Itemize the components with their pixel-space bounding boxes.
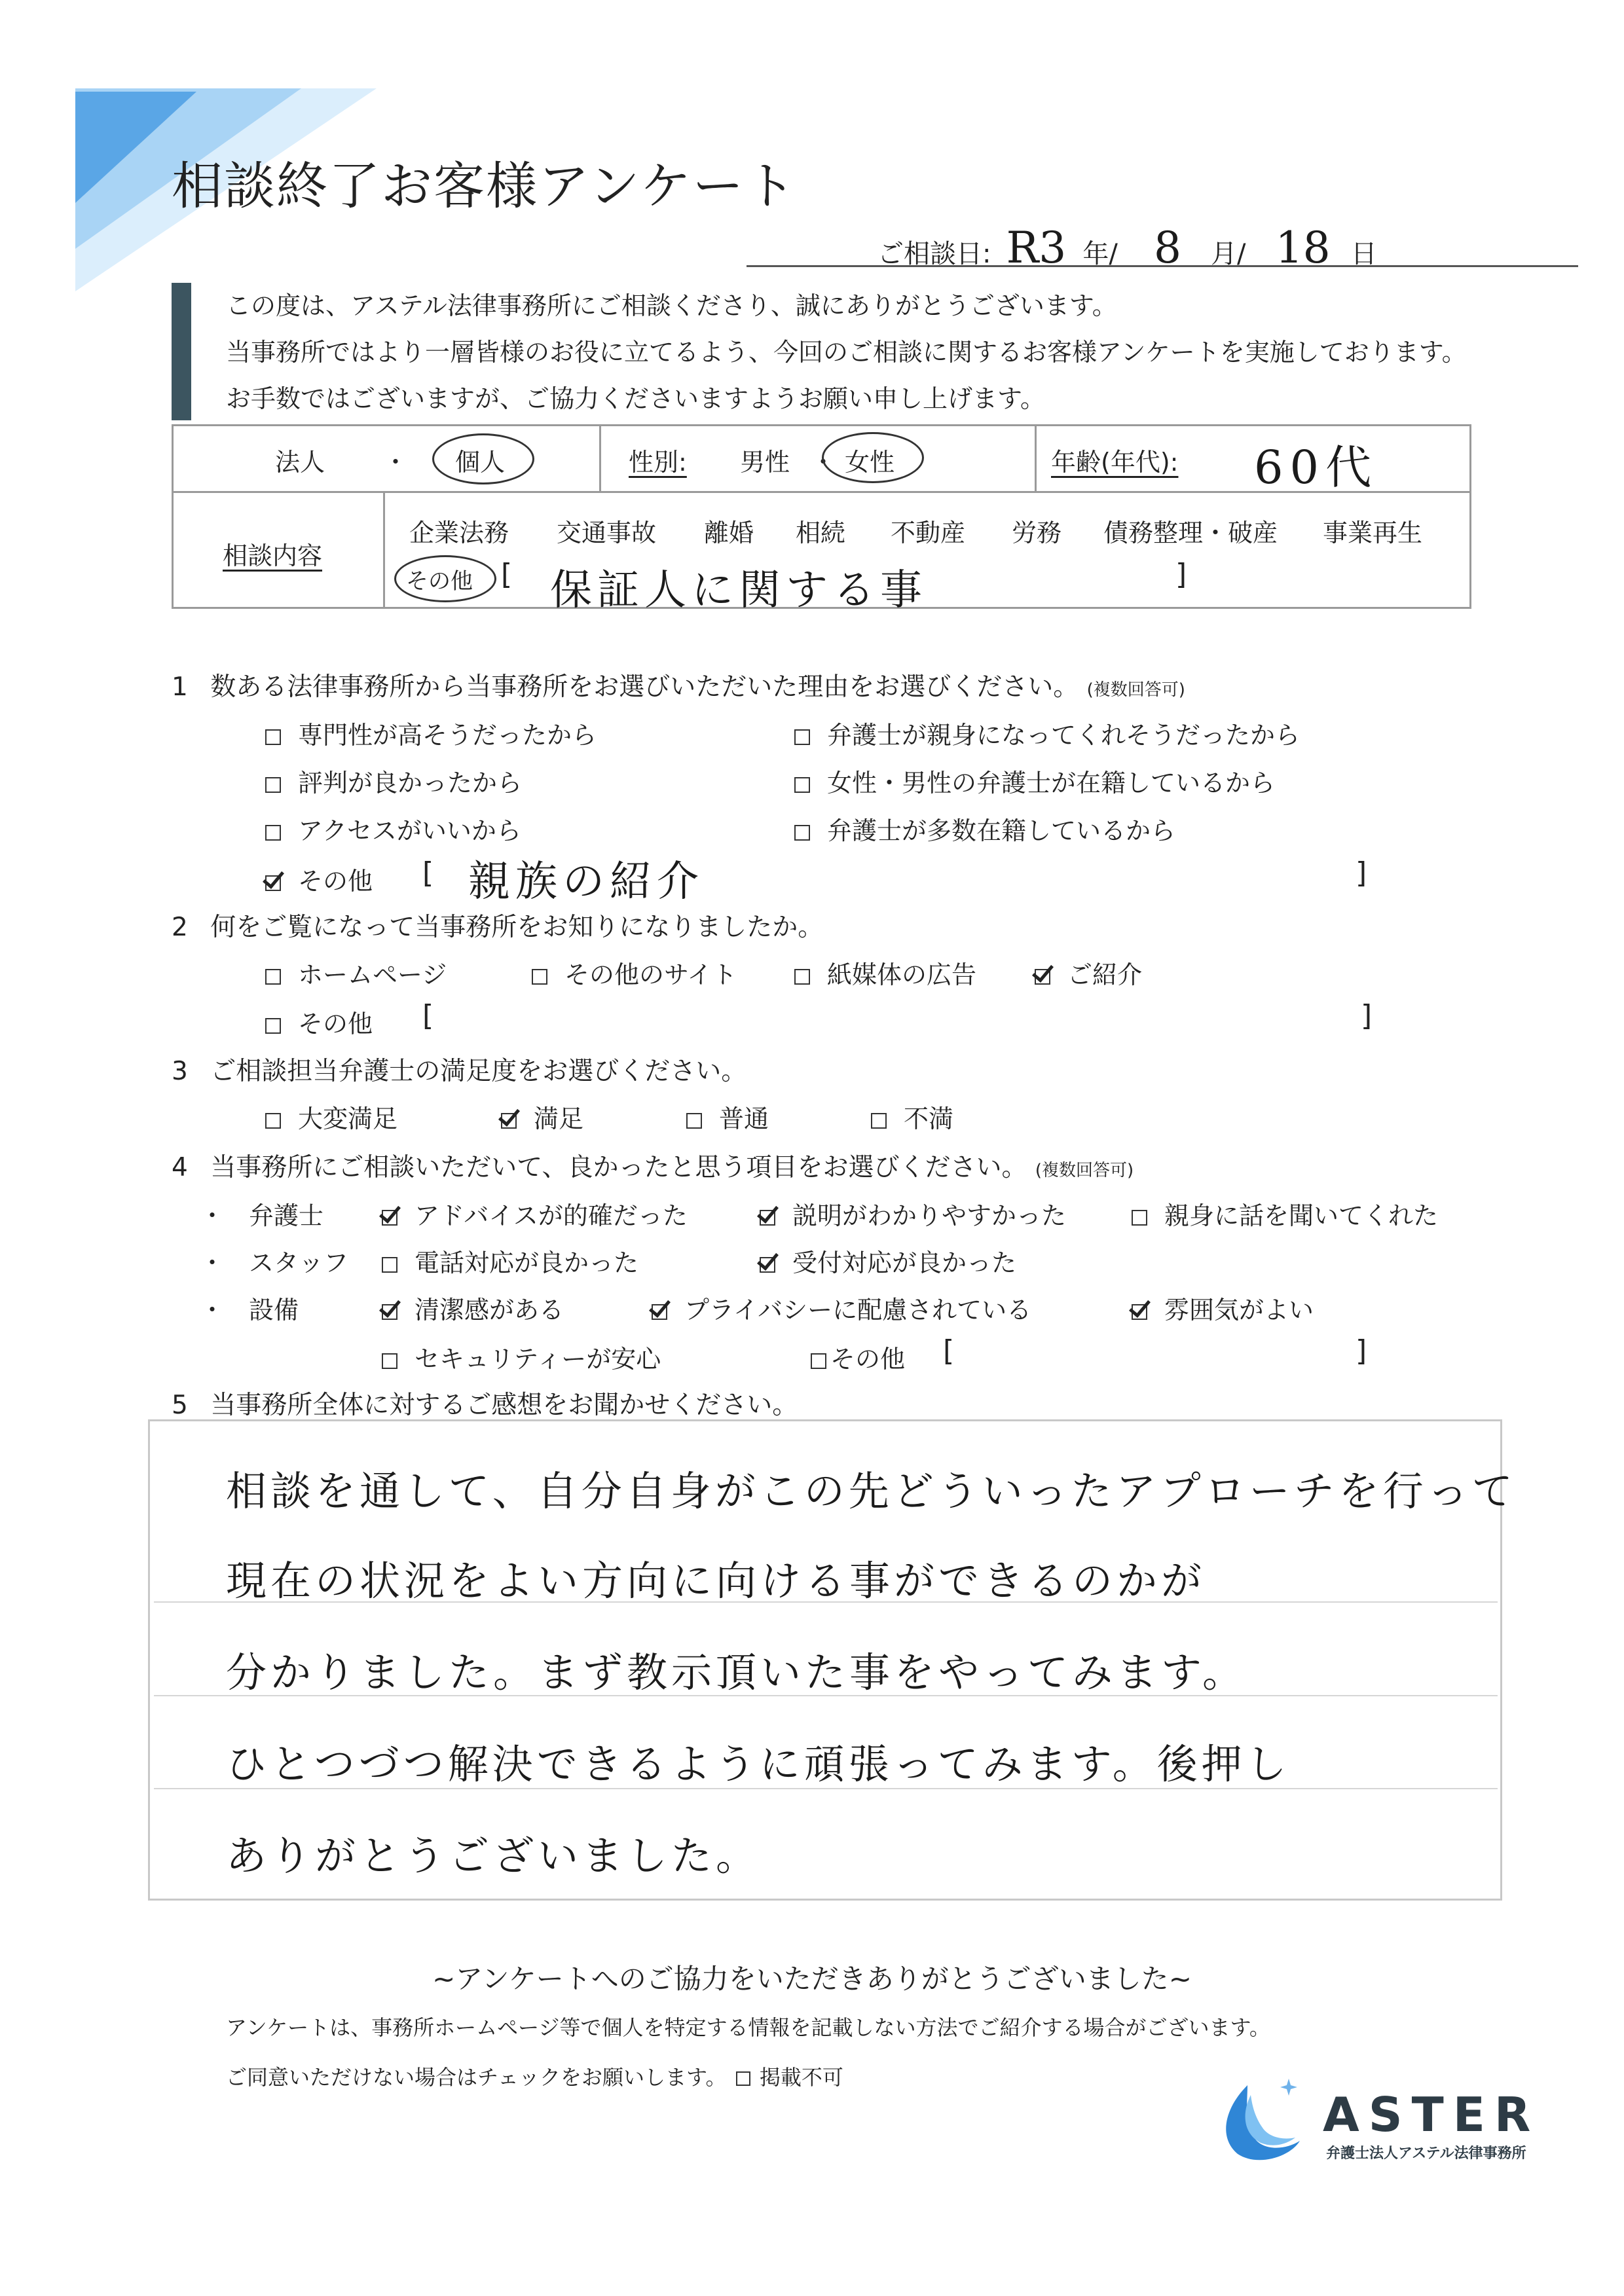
date-day-unit: 日	[1350, 239, 1377, 269]
q2-option[interactable]	[1035, 955, 1142, 991]
open-bracket: [	[501, 558, 513, 591]
type-individual: 個人	[455, 448, 506, 477]
option-label: セキュリティーが安心	[415, 1345, 661, 1374]
q1-option[interactable]	[265, 811, 521, 847]
checkbox-checked[interactable]	[760, 1210, 775, 1226]
option-label: その他	[298, 867, 373, 896]
q4-option[interactable]	[811, 1339, 905, 1375]
q2-option[interactable]	[794, 955, 976, 991]
checkbox[interactable]	[794, 825, 810, 841]
separator-dot: ・	[383, 448, 409, 477]
gender-male: 男性	[740, 448, 790, 477]
q4-option[interactable]	[382, 1290, 564, 1326]
option-label: アドバイスが的確だった	[415, 1201, 688, 1230]
answer-line: 分かりました。まず教示頂いた事をやってみます。	[226, 1649, 1247, 1696]
answer-line: ありがとうございました。	[226, 1832, 761, 1880]
consult-category: 離婚	[704, 519, 754, 547]
bullet: ・	[200, 1248, 225, 1277]
checkbox[interactable]	[794, 777, 810, 793]
bullet: ・	[200, 1296, 225, 1324]
close-bracket: ]	[1175, 558, 1187, 591]
consult-category: 企業法務	[409, 519, 509, 547]
consult-label: 相談内容	[223, 541, 323, 570]
q1-option[interactable]	[794, 715, 1300, 751]
q4-option[interactable]	[652, 1290, 1031, 1326]
option-label: 不満	[904, 1104, 954, 1133]
close-bracket: ]	[1356, 856, 1367, 890]
consult-other-value: 保証人に関する事	[550, 566, 927, 615]
type-corp: 法人	[275, 448, 325, 477]
option-label: 説明がわかりやすかった	[792, 1201, 1067, 1230]
checkbox[interactable]	[794, 729, 810, 745]
consult-category: 不動産	[891, 519, 966, 547]
q1-other[interactable]	[265, 861, 373, 897]
checkbox-checked[interactable]	[382, 1304, 397, 1320]
q4-option[interactable]	[760, 1243, 1016, 1279]
checkbox[interactable]	[382, 1353, 397, 1369]
checkbox-checked[interactable]	[1035, 969, 1050, 985]
consult-other-label: その他	[406, 568, 473, 594]
option-label: 受付対応が良かった	[792, 1248, 1017, 1277]
option-label: 弁護士が親身になってくれそうだったから	[827, 721, 1301, 750]
q4-group-name: 設備	[249, 1296, 299, 1324]
age-value: 60代	[1254, 441, 1378, 494]
checkbox-checked[interactable]	[760, 1257, 775, 1273]
question-text: ご相談担当弁護士の満足度をお選びください。	[210, 1057, 747, 1086]
question-text: 当事務所全体に対するご感想をお聞かせください。	[210, 1391, 798, 1420]
option-label: 女性・男性の弁護士が在籍しているから	[827, 769, 1276, 797]
question-number: 4	[172, 1153, 188, 1182]
q4-group-name: スタッフ	[249, 1248, 349, 1277]
q4-option[interactable]	[382, 1339, 661, 1375]
consult-category: 労務	[1012, 519, 1062, 547]
checkbox[interactable]	[794, 969, 810, 985]
question-3	[172, 1051, 747, 1087]
question-note: (複数回答可)	[1035, 1161, 1134, 1180]
q1-option[interactable]	[265, 715, 597, 751]
date-era-year: R3	[1006, 223, 1067, 273]
question-number: 3	[172, 1057, 188, 1086]
bullet: ・	[200, 1201, 225, 1230]
close-bracket: ]	[1356, 1334, 1367, 1368]
q4-option[interactable]	[382, 1195, 688, 1231]
q1-option[interactable]	[794, 811, 1175, 847]
intro-accent-bar	[172, 283, 191, 420]
checkbox-checked[interactable]	[265, 875, 281, 891]
consult-date	[877, 223, 1377, 273]
question-text: 何をご覧になって当事務所をお知りになりましたか。	[210, 913, 824, 942]
consult-category: 交通事故	[557, 519, 657, 547]
option-label: 親身に話を聞いてくれた	[1164, 1201, 1439, 1230]
no-publish-label: 掲載不可	[759, 2065, 843, 2090]
checkbox[interactable]	[532, 969, 547, 985]
q1-option[interactable]	[794, 763, 1275, 799]
logo-subtitle: 弁護士法人アステル法律事務所	[1326, 2145, 1526, 2162]
answer-line: ひとつづつ解決できるように頑張ってみます。後押し	[226, 1740, 1291, 1788]
checkbox-checked[interactable]	[501, 1113, 517, 1129]
table-divider	[1035, 424, 1037, 491]
separator-dot: ・	[811, 448, 836, 477]
footer-thanks: ~アンケートへのご協力をいただきありがとうございました~	[432, 1963, 1192, 1995]
footer-note: ご同意いただけない場合はチェックをお願いします。	[226, 2065, 727, 2090]
checkbox-checked[interactable]	[1132, 1304, 1147, 1320]
q4-group-name: 弁護士	[249, 1201, 324, 1230]
question-note: (複数回答可)	[1086, 680, 1185, 700]
question-text: 数ある法律事務所から当事務所をお選びいただいた理由をお選びください。	[210, 672, 1079, 702]
option-label: アクセスがいいから	[298, 816, 521, 845]
question-number: 5	[172, 1391, 188, 1420]
checkbox[interactable]	[265, 825, 281, 841]
q4-option[interactable]	[760, 1195, 1066, 1231]
checkbox[interactable]	[1132, 1210, 1147, 1226]
intro-line: この度は、アステル法律事務所にご相談くださり、誠にありがとうございます。	[226, 291, 1117, 320]
open-bracket: [	[422, 999, 434, 1032]
gender-female: 女性	[845, 448, 895, 477]
age-label: 年齢(年代):	[1051, 448, 1179, 477]
page-title: 相談終了お客様アンケート	[172, 157, 798, 216]
checkbox-checked[interactable]	[382, 1210, 397, 1226]
q4-option[interactable]	[382, 1243, 638, 1279]
footer-consent	[226, 2061, 843, 2091]
checkbox-checked[interactable]	[652, 1304, 667, 1320]
option-label: その他	[830, 1345, 906, 1374]
table-divider	[383, 491, 385, 609]
q1-other-value: 親族の紹介	[468, 858, 704, 906]
q3-option[interactable]	[871, 1099, 953, 1135]
option-label: 普通	[719, 1104, 769, 1133]
option-label: その他のサイト	[564, 960, 737, 989]
q1-option[interactable]	[265, 763, 522, 799]
gender-label: 性別:	[629, 448, 687, 477]
question-number: 2	[172, 913, 188, 942]
consult-category: 事業再生	[1323, 519, 1423, 547]
table-divider	[599, 424, 601, 491]
checkbox[interactable]	[265, 1018, 281, 1034]
close-bracket: ]	[1361, 999, 1373, 1032]
aster-logo-icon	[1211, 2072, 1310, 2167]
option-label: ホームページ	[298, 960, 447, 989]
consult-category: 債務整理・破産	[1103, 519, 1278, 547]
question-text: 当事務所にご相談いただいて、良かったと思う項目をお選びください。	[210, 1153, 1027, 1182]
checkbox[interactable]	[382, 1257, 397, 1273]
option-label: 評判が良かったから	[298, 769, 523, 797]
q2-other[interactable]	[265, 1004, 373, 1040]
date-year-unit: 年/	[1082, 239, 1118, 269]
option-label: その他	[298, 1010, 373, 1038]
intro-text	[226, 283, 1467, 422]
q2-option[interactable]	[532, 955, 737, 991]
intro-line: 当事務所ではより一層皆様のお役に立てるよう、今回のご相談に関するお客様アンケートを実施しております。	[226, 338, 1467, 367]
date-month: 8	[1153, 223, 1181, 273]
checkbox[interactable]	[265, 969, 281, 985]
checkbox[interactable]	[686, 1113, 702, 1129]
date-day: 18	[1275, 223, 1331, 273]
checkbox[interactable]	[265, 777, 281, 793]
option-label: 雰囲気がよい	[1164, 1296, 1314, 1324]
question-1	[172, 666, 1185, 703]
checkbox[interactable]	[811, 1353, 826, 1369]
q3-option[interactable]	[686, 1099, 769, 1135]
consult-category: 相続	[796, 519, 846, 547]
question-5	[172, 1385, 798, 1421]
option-label: 紙媒体の広告	[827, 960, 977, 989]
answer-line: 相談を通して、自分自身がこの先どういったアプローチを行って	[226, 1467, 1517, 1515]
q3-option[interactable]	[265, 1099, 397, 1135]
option-label: 専門性が高そうだったから	[298, 721, 597, 750]
option-label: プライバシーに配慮されている	[684, 1296, 1032, 1324]
checkbox[interactable]	[265, 729, 281, 745]
intro-line: お手数ではございますが、ご協力くださいますようお願い申し上げます。	[226, 384, 1045, 413]
q2-option[interactable]	[265, 955, 447, 991]
question-2	[172, 907, 823, 943]
open-bracket: [	[422, 856, 434, 890]
option-label: 電話対応が良かった	[415, 1248, 639, 1277]
q3-option[interactable]	[501, 1099, 583, 1135]
checkbox[interactable]	[265, 1113, 281, 1129]
open-bracket: [	[943, 1334, 955, 1368]
checkbox[interactable]	[871, 1113, 887, 1129]
answer-line: 現在の状況をよい方向に向ける事ができるのかが	[226, 1557, 1206, 1605]
option-label: 清潔感がある	[415, 1296, 564, 1324]
date-label: ご相談日:	[877, 239, 991, 269]
option-label: 弁護士が多数在籍しているから	[827, 816, 1176, 845]
question-number: 1	[172, 672, 188, 702]
logo-name: ASTER	[1323, 2087, 1540, 2142]
q4-option[interactable]	[1132, 1290, 1314, 1326]
q4-option[interactable]	[1132, 1195, 1438, 1231]
footer-note: アンケートは、事務所ホームページ等で個人を特定する情報を記載しない方法でご紹介する場合がございます。	[226, 2015, 1270, 2040]
option-label: 満足	[534, 1104, 584, 1133]
option-label: 大変満足	[298, 1104, 398, 1133]
option-label: ご紹介	[1067, 960, 1143, 989]
question-4	[172, 1147, 1134, 1184]
no-publish-checkbox[interactable]	[736, 2071, 750, 2086]
date-month-unit: 月/	[1211, 239, 1246, 269]
